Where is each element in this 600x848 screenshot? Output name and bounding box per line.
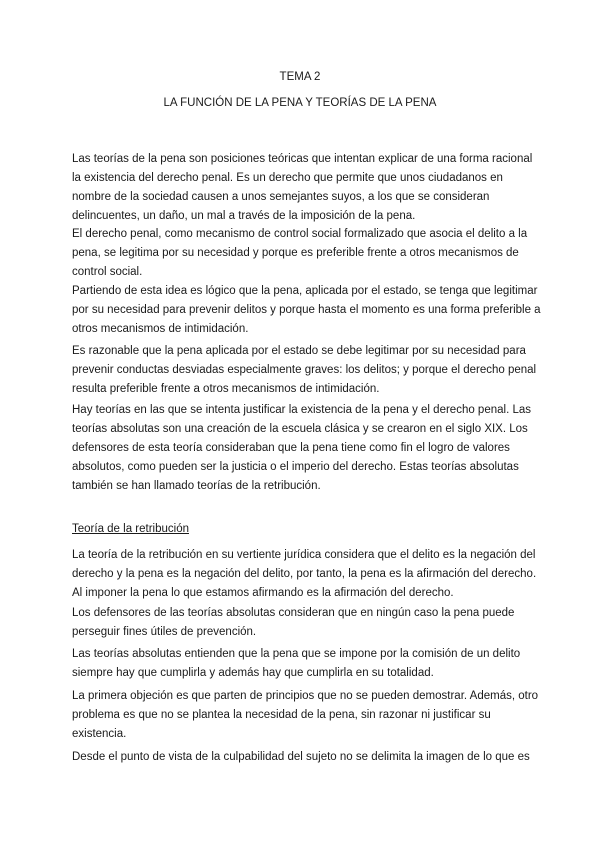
paragraph [72, 401, 542, 496]
text-line: absolutos, como pueden ser la justicia o el imperio del derecho. Estas teorías absolutas [72, 461, 519, 473]
text-line: Desde el punto de vista de la culpabilidad del sujeto no se delimita la imagen de lo que es [72, 751, 530, 763]
text-line: resulta preferible frente a otros mecanismos de intimidación. [72, 383, 380, 395]
page-title: LA FUNCIÓN DE LA PENA Y TEORÍAS DE LA PENA [163, 97, 437, 109]
text-line: problema es que no se plantea la necesidad de la pena, sin razonar ni justificar su [72, 709, 491, 721]
text-line: derecho y la pena es la negación del delito, por tanto, la pena es la afirmación del derecho. [72, 568, 537, 580]
section-heading: Teoría de la retribución [72, 523, 189, 535]
paragraph [72, 604, 542, 642]
text-line: prevenir conductas desviadas especialmente graves: los delitos; y porque el derecho penal [72, 364, 537, 376]
text-line: nombre de la sociedad causen a unos semejantes suyos, a los que se consideran [72, 191, 490, 203]
paragraph [72, 225, 542, 282]
text-line: por su necesidad para prevenir delitos y porque hasta el momento es una forma preferible a [72, 304, 541, 316]
paragraph [72, 687, 542, 744]
paragraph [72, 150, 542, 226]
text-line: otros mecanismos de intimidación. [72, 323, 249, 335]
text-line: también se han llamado teorías de la retribución. [72, 480, 321, 492]
text-line: Las teorías absolutas entienden que la pena que se impone por la comisión de un delito [72, 648, 521, 660]
text-line: pena, se legitima por su necesidad y porque es preferible frente a otros mecanismos de [72, 247, 519, 259]
text-line: perseguir fines útiles de prevención. [72, 626, 257, 638]
text-line: Hay teorías en las que se intenta justificar la existencia de la pena y el derecho penal. Las [72, 404, 532, 416]
text-line: Es razonable que la pena aplicada por el estado se debe legitimar por su necesidad para [72, 345, 526, 357]
text-line: delincuentes, un daño, un mal a través de la imposición de la pena. [72, 210, 416, 222]
paragraph [72, 645, 542, 683]
paragraph [72, 282, 542, 339]
text-line: defensores de esta teoría consideraban que la pena tiene como fin el logro de valores [72, 442, 510, 454]
text-line: Partiendo de esta idea es lógico que la pena, aplicada por el estado, se tenga que legitimar [72, 285, 538, 297]
text-line: teorías absolutas son una creación de la escuela clásica y se crearon en el siglo XIX. Los [72, 423, 528, 435]
text-line: existencia. [72, 728, 127, 740]
paragraph [72, 342, 542, 399]
text-line: Al imponer la pena lo que estamos afirmando es la afirmación del derecho. [72, 587, 454, 599]
text-line: la existencia del derecho penal. Es un derecho que permite que unos ciudadanos en [72, 172, 503, 184]
text-line: Los defensores de las teorías absolutas consideran que en ningún caso la pena puede [72, 607, 515, 619]
paragraph [72, 748, 542, 767]
topic-label: TEMA 2 [279, 71, 321, 83]
text-line: control social. [72, 266, 143, 278]
text-line: Las teorías de la pena son posiciones teóricas que intentan explicar de una forma racional [72, 153, 533, 165]
text-line: La primera objeción es que parten de principios que no se pueden demostrar. Además, otro [72, 690, 539, 702]
text-line: siempre hay que cumplirla y además hay que cumplirla en su totalidad. [72, 667, 434, 679]
text-line: La teoría de la retribución en su vertiente jurídica considera que el delito es la negación del [72, 549, 536, 561]
paragraph [72, 546, 542, 603]
text-line: El derecho penal, como mecanismo de control social formalizado que asocia el delito a la [72, 228, 528, 240]
